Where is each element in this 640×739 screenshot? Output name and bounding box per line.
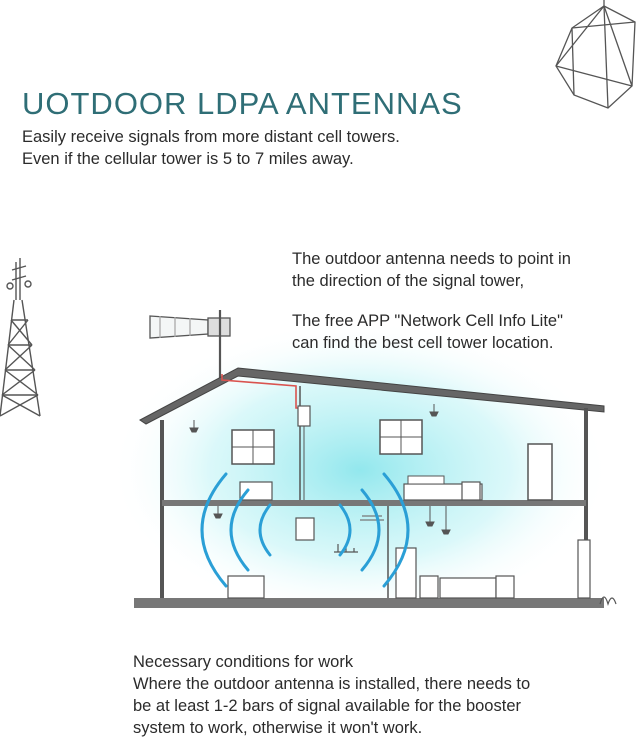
antenna-note — [292, 248, 571, 354]
note-line: the direction of the signal tower, — [292, 272, 525, 290]
intro-line: Easily receive signals from more distant cell towers. — [22, 128, 400, 146]
cell-tower-icon — [0, 258, 40, 416]
intro-line: Even if the cellular tower is 5 to 7 miles away. — [22, 150, 354, 168]
conditions-line: Necessary conditions for work — [133, 653, 354, 671]
note-line: can find the best cell tower location. — [292, 334, 554, 352]
conditions-line: Where the outdoor antenna is installed, there needs to — [133, 675, 531, 693]
conditions-line: system to work, otherwise it won't work. — [133, 719, 423, 737]
indoor-antenna-icon — [296, 518, 314, 540]
note-line: The outdoor antenna needs to point in — [292, 250, 571, 268]
page-title: UOTDOOR LDPA ANTENNAS — [22, 86, 463, 121]
conditions-line: be at least 1-2 bars of signal available for the booster — [133, 697, 521, 715]
conditions-text — [133, 651, 530, 739]
pendant-lamp-icon — [556, 0, 635, 108]
note-line: The free APP "Network Cell Info Lite" — [292, 312, 563, 330]
